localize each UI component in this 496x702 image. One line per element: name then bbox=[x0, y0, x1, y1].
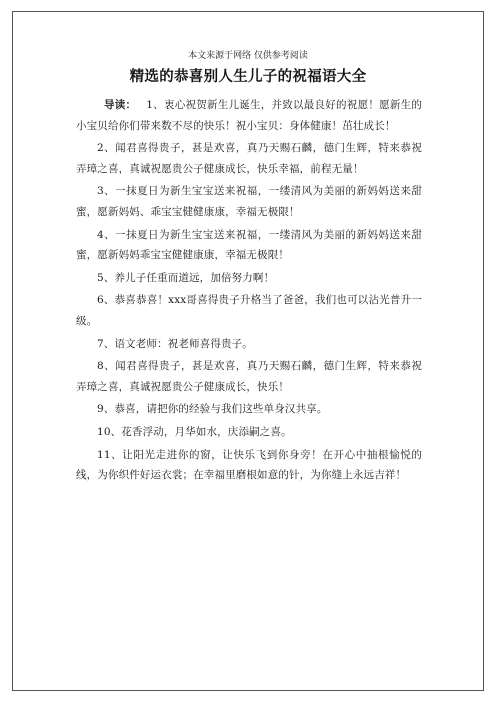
lead-label: 导读： bbox=[104, 99, 137, 111]
paragraph-3: 3、一抹夏日为新生宝宝送来祝福，一缕清风为美丽的新妈妈送来甜蜜，愿新妈妈、乖宝宝健健康康，幸福无极限！ bbox=[76, 185, 422, 218]
paragraph-5: 5、养儿子任重而道远，加倍努力啊！ bbox=[97, 271, 275, 284]
document-body bbox=[76, 95, 422, 488]
paragraph-9: 9、恭喜，请把你的经验与我们这些单身汉共享。 bbox=[97, 403, 328, 416]
document-title: 精选的恭喜别人生儿子的祝福语大全 bbox=[129, 69, 367, 85]
paragraph-4: 4、一抹夏日为新生宝宝送来祝福，一缕清风为美丽的新妈妈送来甜蜜，愿新妈妈乖宝宝健健康康，幸福无极限！ bbox=[76, 228, 422, 262]
paragraph-text: 1、衷心祝贺新生儿诞生，并致以最良好的祝愿！愿新生的小宝贝给你们带来数不尽的快乐！祝小宝贝：身体健康！茁壮成长！ bbox=[76, 99, 422, 132]
paragraph-7: 7、语文老师：祝老师喜得贵子。 bbox=[97, 337, 253, 350]
paragraph-2: 2、闻君喜得贵子，甚是欢喜，真乃天赐石麟，德门生辉，特来恭祝弄璋之喜，真诚祝愿贵公子健康成长，快乐幸福，前程无量！ bbox=[76, 142, 422, 175]
source-note: 本文来源于网络 仅供参考阅读 bbox=[188, 51, 308, 61]
paragraph-8: 8、闻君喜得贵子，甚是欢喜，真乃天赐石麟，德门生辉，特来恭祝弄璋之喜，真诚祝愿贵公子健康成长，快乐！ bbox=[76, 360, 422, 393]
paragraph-11: 11、让阳光走进你的窗，让快乐飞到你身旁！在开心中抽根愉悦的线，为你织件好运衣裳；在幸福里磨根如意的针，为你缝上永远吉祥！ bbox=[76, 448, 422, 482]
paragraph-10: 10、花香浮动，月华如水，庆添嗣之喜。 bbox=[97, 425, 292, 438]
paragraph-6: 6、恭喜恭喜！xxx哥喜得贵子升格当了爸爸，我们也可以沾光普升一级。 bbox=[76, 294, 422, 327]
paragraph-1 bbox=[76, 95, 422, 136]
